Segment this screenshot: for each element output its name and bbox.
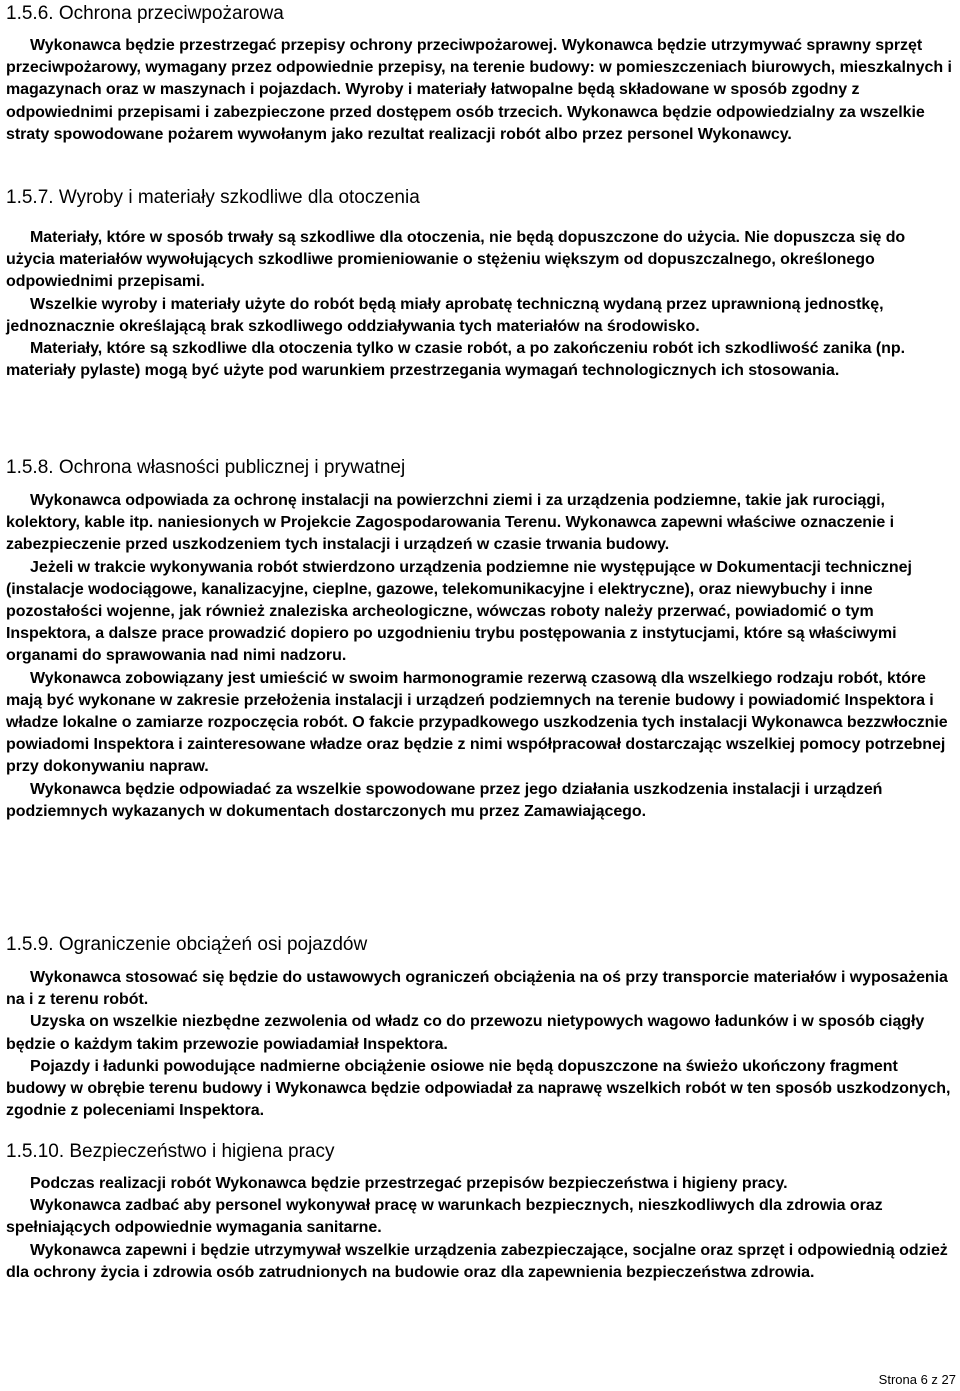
paragraph: Materiały, które są szkodliwe dla otoczenia tylko w czasie robót, a po zakończeniu robót ich szkodliwość zanika (np. materiały pylaste) mogą być użyte pod warunkiem przestrzegania wymagań technologicznych ich stosowania.: [6, 340, 906, 380]
paragraph: Podczas realizacji robót Wykonawca będzie przestrzegać przepisów bezpieczeństwa i higieny pracy.: [30, 1175, 788, 1192]
paragraph: Jeżeli w trakcie wykonywania robót stwierdzono urządzenia podziemne nie występujące w Dokumentacji technicznej (instalacje wodociągowe, kanalizacyjne, cieplne, gazowe, telekomunikacyjne i elektryczne), oraz niewybuchy i inne pozostałości wojenne, jak również znaleziska archeologiczne, wówczas roboty należy przerwać, powiadomić o tym Inspektora, a dalsze prace prowadzić dopiero po uzgodnieniu trybu postępowania z instytucjami, które są właściwymi organami do sprawowania nad nimi nadzoru.: [6, 558, 912, 665]
section-body-fire-protection: [6, 35, 954, 146]
section-heading-harmful-materials: 1.5.7. Wyroby i materiały szkodliwe dla otoczenia: [6, 187, 420, 208]
paragraph: Wykonawca będzie odpowiadać za wszelkie spowodowane przez jego działania uszkodzenia instalacji i urządzeń podziemnych wykazanych w dokumentach dostarczonych mu przez Zamawiającego.: [6, 780, 883, 820]
paragraph: Wykonawca stosować się będzie do ustawowych ograniczeń obciążenia na oś przy transporcie materiałów i wyposażenia na i z terenu robót.: [6, 969, 948, 1009]
paragraph: Wykonawca będzie przestrzegać przepisy ochrony przeciwpożarowej. Wykonawca będzie utrzymywać sprawny sprzęt przeciwpożarowy, wymagany przez odpowiednie przepisy, na terenie budowy: w pomieszczeniach biurowych, mieszkalnych i magazynach oraz w maszynach i pojazdach. Wyroby i materiały łatwopalne będą składowane w sposób zgodny z odpowiednimi przepisami i zabezpieczone przed dostępem osób trzecich. Wykonawca będzie odpowiedzialny za wszelkie straty spowodowane pożarem wywołanym jako rezultat realizacji robót albo przez personel Wykonawcy.: [6, 37, 952, 143]
section-body-health-and-safety: [6, 1173, 954, 1284]
section-heading-fire-protection: 1.5.6. Ochrona przeciwpożarowa: [6, 3, 284, 24]
section-heading-health-and-safety: 1.5.10. Bezpieczeństwo i higiena pracy: [6, 1141, 335, 1162]
paragraph: Wykonawca zapewni i będzie utrzymywał wszelkie urządzenia zabezpieczające, socjalne oraz sprzęt i odpowiednią odzież dla ochrony życia i zdrowia osób zatrudnionych na budowie oraz dla zapewnienia bezpieczeństwa zdrowia.: [6, 1241, 948, 1281]
paragraph: Uzyska on wszelkie niezbędne zezwolenia od władz co do przewozu nietypowych wagowo ładunków i w sposób ciągły będzie o każdym takim przewozie powiadamiał Inspektora.: [6, 1013, 925, 1053]
page-number-footer: Strona 6 z 27: [878, 1372, 956, 1387]
section-body-property-protection: [6, 490, 954, 823]
paragraph: Wszelkie wyroby i materiały użyte do robót będą miały aprobatę techniczną wydaną przez uprawnioną jednostkę, jednoznacznie określającą brak szkodliwego oddziaływania tych materiałów na środowisko.: [6, 295, 884, 335]
paragraph: Materiały, które w sposób trwały są szkodliwe dla otoczenia, nie będą dopuszczone do użycia. Nie dopuszcza się do użycia materiałów wywołujących szkodliwe promieniowanie o stężeniu większym od dopuszczalnego, określonego odpowiednimi przepisami.: [6, 229, 906, 291]
section-body-harmful-materials: [6, 227, 954, 382]
paragraph: Wykonawca odpowiada za ochronę instalacji na powierzchni ziemi i za urządzenia podziemne, takie jak rurociągi, kolektory, kable itp. naniesionych w Projekcie Zagospodarowania Terenu. Wykonawca zapewni właściwe oznaczenie i zabezpieczenie przed uszkodzeniem tych instalacji i urządzeń w czasie trwania budowy.: [6, 492, 895, 554]
section-heading-property-protection: 1.5.8. Ochrona własności publicznej i prywatnej: [6, 457, 406, 478]
paragraph: Pojazdy i ładunki powodujące nadmierne obciążenie osiowe nie będą dopuszczone na świeżo ukończony fragment budowy w obrębie terenu budowy i Wykonawca będzie odpowiadał za naprawę wszelkich robót w ten sposób uszkodzonych, zgodnie z poleceniami Inspektora.: [6, 1057, 951, 1120]
section-body-axle-load-limits: [6, 967, 954, 1122]
paragraph: Wykonawca zobowiązany jest umieścić w swoim harmonogramie rezerwą czasową dla wszelkiego rodzaju robót, które mają być wykonane w zakresie przełożenia instalacji i urządzeń podziemnych na terenie budowy i powiadomić Inspektora i władze lokalne o zamiarze rozpoczęcia robót. O fakcie przypadkowego uszkodzenia tych instalacji Wykonawca bezzwłocznie powiadomi Inspektora i zainteresowane władze oraz będzie z nimi współpracował dostarczając wszelkiej pomocy potrzebnej przy dokonywaniu napraw.: [6, 669, 948, 776]
paragraph: Wykonawca zadbać aby personel wykonywał pracę w warunkach bezpiecznych, nieszkodliwych dla zdrowia oraz spełniających odpowiednie wymagania sanitarne.: [6, 1197, 883, 1237]
section-heading-axle-load-limits: 1.5.9. Ograniczenie obciążeń osi pojazdów: [6, 934, 368, 955]
